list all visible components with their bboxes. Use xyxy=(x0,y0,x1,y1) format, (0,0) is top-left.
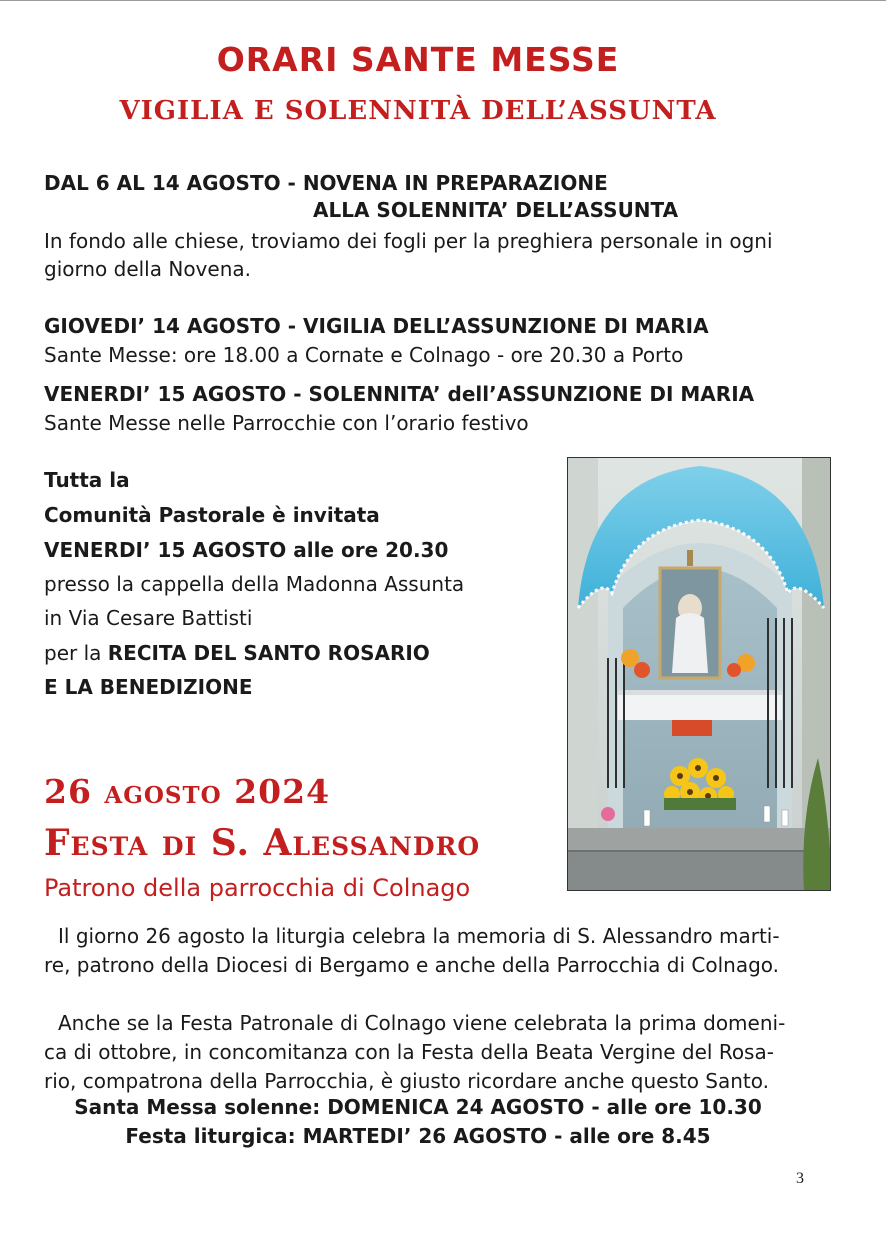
invito-line: in Via Cesare Battisti xyxy=(44,606,253,630)
solennita-heading: VENERDI’ 15 AGOSTO - SOLENNITA’ dell’ASSUNZIONE DI MARIA xyxy=(44,382,755,406)
invito-line: Comunità Pastorale è invitata xyxy=(44,503,380,527)
festa-paragraph-line: re, patrono della Diocesi di Bergamo e anche della Parrocchia di Colnago. xyxy=(44,953,780,977)
festa-paragraph-line: rio, compatrona della Parrocchia, è giusto ricordare anche questo Santo. xyxy=(44,1069,770,1093)
invito-prefix: per la xyxy=(44,641,108,665)
festa-paragraph-line: ca di ottobre, in concomitanza con la Festa della Beata Vergine del Rosa- xyxy=(44,1040,774,1064)
invito-line xyxy=(44,640,430,666)
page-subtitle: VIGILIA E SOLENNITÀ DELL’ASSUNTA xyxy=(119,96,717,126)
invito-line: presso la cappella della Madonna Assunta xyxy=(44,572,465,596)
novena-text: giorno della Novena. xyxy=(44,257,251,281)
festa-title: Festa di S. Alessandro xyxy=(44,822,481,864)
festa-date: 26 agosto 2024 xyxy=(44,772,331,811)
solennita-text: Sante Messe nelle Parrocchie con l’orario festivo xyxy=(44,411,529,435)
mass-liturgical: Festa liturgica: MARTEDI’ 26 AGOSTO - alle ore 8.45 xyxy=(125,1124,711,1148)
vigilia-heading: GIOVEDI’ 14 AGOSTO - VIGILIA DELL’ASSUNZIONE DI MARIA xyxy=(44,314,709,338)
novena-heading: DAL 6 AL 14 AGOSTO - NOVENA IN PREPARAZIONE xyxy=(44,171,608,195)
madonna-chapel-illustration xyxy=(568,458,831,891)
invito-line: VENERDI’ 15 AGOSTO alle ore 20.30 xyxy=(44,538,449,562)
invito-line: Tutta la xyxy=(44,468,130,492)
festa-paragraph-line: Il giorno 26 agosto la liturgia celebra la memoria di S. Alessandro marti- xyxy=(58,924,780,948)
mass-solemn: Santa Messa solenne: DOMENICA 24 AGOSTO - alle ore 10.30 xyxy=(74,1095,762,1119)
festa-paragraph-line: Anche se la Festa Patronale di Colnago viene celebrata la prima domeni- xyxy=(58,1011,786,1035)
invito-rosario: RECITA DEL SANTO ROSARIO xyxy=(107,641,430,665)
festa-subtitle: Patrono della parrocchia di Colnago xyxy=(44,874,471,902)
novena-text: In fondo alle chiese, troviamo dei fogli per la preghiera personale in ogni xyxy=(44,229,773,253)
novena-heading-continued: ALLA SOLENNITA’ DELL’ASSUNTA xyxy=(313,198,679,222)
page-title: ORARI SANTE MESSE xyxy=(216,40,620,79)
page-number: 3 xyxy=(796,1170,804,1187)
chapel-photo xyxy=(567,457,831,891)
top-rule xyxy=(0,0,886,1)
vigilia-text: Sante Messe: ore 18.00 a Cornate e Colnago - ore 20.30 a Porto xyxy=(44,343,684,367)
invito-line: E LA BENEDIZIONE xyxy=(44,675,253,699)
